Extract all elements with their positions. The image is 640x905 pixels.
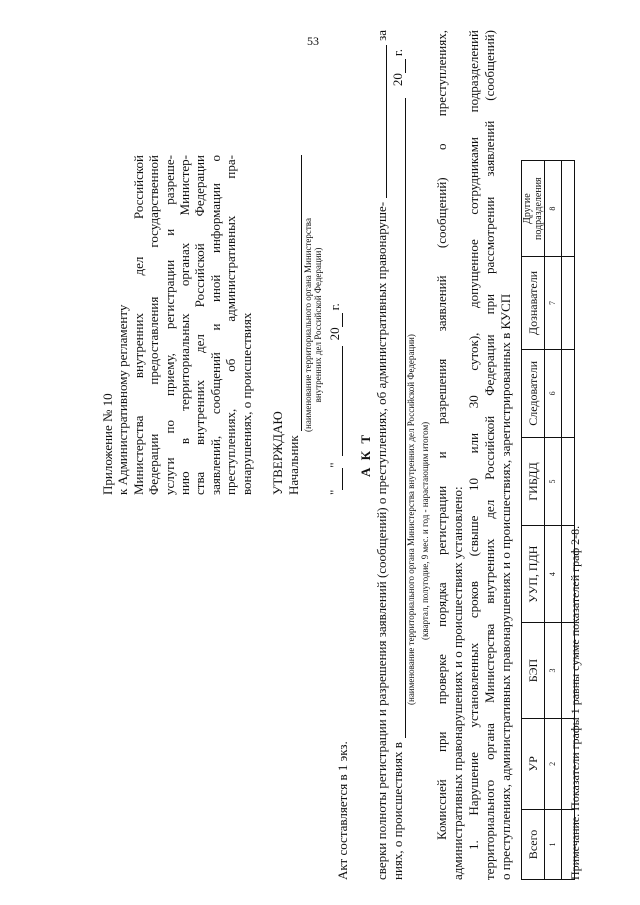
- approval-caption-1: (наименование территориального органа Министерства: [303, 218, 313, 432]
- appendix-line: нию в территориальных органах Министер-: [177, 155, 193, 495]
- table-number-cell: 1: [545, 809, 562, 879]
- table-number-cell: 3: [545, 623, 562, 718]
- table-header-cell: Другие подразделения: [522, 161, 545, 257]
- approval-signature-line: [289, 155, 302, 431]
- territorial-fill-line: [393, 98, 406, 738]
- date-day-line: [330, 468, 343, 490]
- date-quote-close: ": [327, 462, 342, 468]
- table-header-cell: УР: [522, 718, 545, 809]
- table-note: Примечание. Показатели графы 1 равны сумме показателей граф 2-8.: [568, 525, 582, 880]
- approval-date: [327, 155, 343, 495]
- period-caption: (квартал, полугодие, 9 мес. и год - нарастающим итогом): [420, 421, 430, 640]
- approval-caption-2: внутренних дел Российской Федерации): [313, 247, 323, 403]
- table-number-cell: 7: [545, 257, 562, 349]
- appendix-line: услуги по приему, регистрации и разреше-: [161, 155, 177, 495]
- approval-block: [270, 155, 343, 495]
- table-number-cell: 4: [545, 525, 562, 622]
- date-year-prefix: 20: [327, 327, 342, 341]
- act-title: А К Т: [358, 433, 373, 477]
- appendix-line: Министерства внутренних дел Российской: [130, 155, 146, 495]
- violation-line-2: территориального органа Министерства внутренних дел Российской Федерации при рассмотрении заявлений (сообщений): [482, 30, 497, 880]
- table-header-cell: УУП, ПДН: [522, 525, 545, 622]
- year-prefix: 20: [390, 73, 405, 87]
- appendix-line: к Административному регламенту: [115, 304, 131, 495]
- table-empty-cell: [562, 438, 575, 526]
- appendix-block: [100, 155, 254, 495]
- appendix-line: Федерации предоставления государственной: [146, 155, 162, 495]
- violation-line-1: 1. Нарушение установленных сроков (свыше 10 или 30 суток), допущенное сотрудниками подразделений: [466, 30, 481, 850]
- table-number-cell: 8: [545, 161, 562, 257]
- appendix-line: заявлений, сообщений и иной информации о: [207, 155, 223, 495]
- table-number-row: [545, 161, 562, 880]
- table-header-cell: Дознаватели: [522, 257, 545, 349]
- violation-line-3: о преступлениях, административных правонарушениях и о происшествиях, зарегистрированных в КУСП: [498, 293, 513, 880]
- table-empty-cell: [562, 161, 575, 257]
- table-number-cell: 2: [545, 718, 562, 809]
- year-suffix: г.: [390, 49, 405, 57]
- date-year-suffix: г.: [327, 303, 342, 311]
- commission-line-2: административных правонарушениях и о происшествиях установлено:: [450, 486, 465, 880]
- table-number-cell: 6: [545, 349, 562, 437]
- territorial-caption: (наименование территориального органа Министерства внутренних дел Российской Федерации): [406, 334, 416, 705]
- table-number-cell: 5: [545, 438, 562, 526]
- table-header-row: [522, 161, 545, 880]
- subject-line-1: сверки полноты регистрации и разрешения заявлений (сообщений) о преступлениях, об административных правонаруше-: [374, 201, 389, 880]
- subject-line-1-end: за: [374, 30, 389, 41]
- approval-position: Начальник: [286, 435, 301, 495]
- appendix-line: преступлениях, об административных пра-: [223, 155, 239, 495]
- copies-note: Акт составляется в 1 экз.: [335, 741, 350, 880]
- table-header-cell: ГИБДД: [522, 438, 545, 526]
- table-header-cell: БЭП: [522, 623, 545, 718]
- rotated-act-page: [70, 30, 600, 880]
- year-fill-line: [393, 59, 406, 73]
- table-empty-cell: [562, 349, 575, 437]
- date-quote-open: ": [327, 489, 342, 495]
- approval-heading: УТВЕРЖДАЮ: [270, 411, 285, 495]
- table-header-cell: Следователи: [522, 349, 545, 437]
- appendix-line: вонарушениях, о происшествиях: [238, 312, 254, 495]
- subject-fill-line: [374, 45, 387, 198]
- date-month-line: [330, 346, 343, 456]
- table-empty-cell: [562, 257, 575, 349]
- table-header-cell: Всего: [522, 809, 545, 879]
- subject-line-2: ниях, о происшествиях в: [390, 742, 405, 880]
- date-year-line: [330, 313, 343, 327]
- appendix-line: ства внутренних дел Российской Федерации: [192, 155, 208, 495]
- page-number: 53: [307, 34, 319, 48]
- commission-line-1: Комиссией при проверке порядка регистрации и разрешения заявлений (сообщений) о преступлениях,: [434, 30, 449, 840]
- appendix-line: Приложение № 10: [100, 393, 115, 495]
